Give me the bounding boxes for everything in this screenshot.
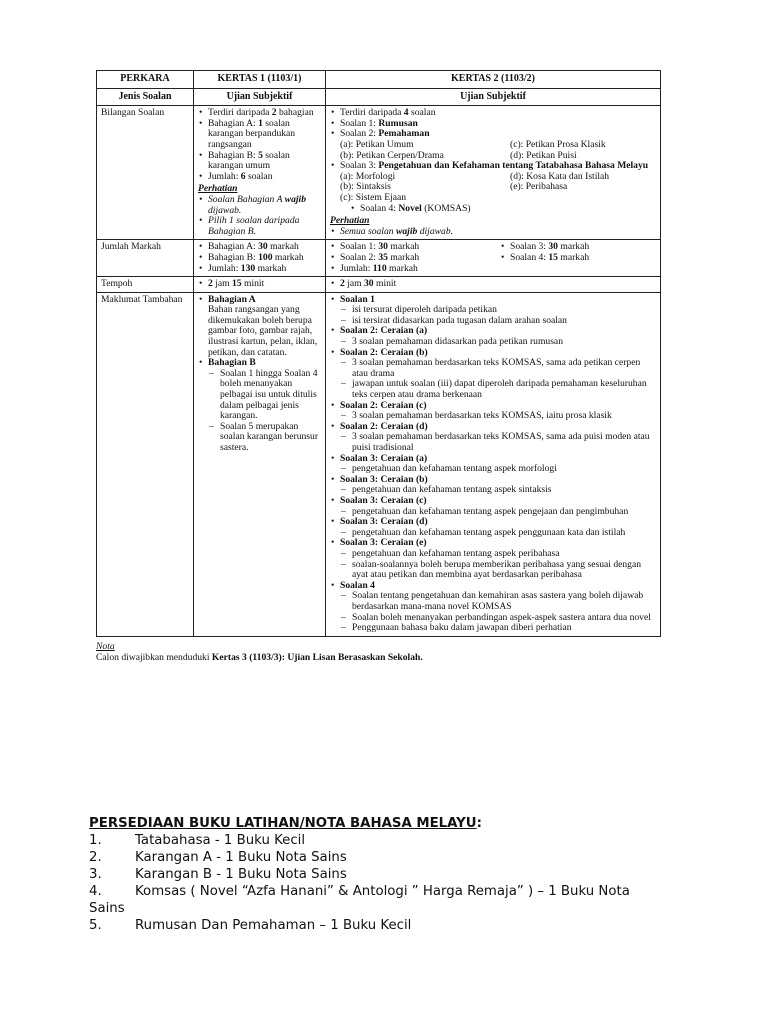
list-item: 2. Karangan A - 1 Buku Nota Sains <box>89 850 347 865</box>
list-item: – pengetahuan dan kefahaman tentang aspek penggunaan kata dan istilah <box>352 528 656 539</box>
list-item: • Soalan 3: Ceraian (a) – pengetahuan dan kefahaman tentang aspek morfologi <box>340 454 656 475</box>
section-heading: PERSEDIAAN BUKU LATIHAN/NOTA BAHASA MELAYU: <box>89 816 482 831</box>
list-item: • Bahagian A: 30 markah <box>208 242 321 253</box>
list-item: • Soalan 3: Pengetahuan dan Kefahaman tentang Tatabahasa Bahasa Melayu (a): Morfologi (d): Kosa Kata dan Istilah (b): Sintaksis (e): Peribahasa (c): Sistem Ejaan • Soalan 4: Novel (KOMSAS) <box>340 161 656 214</box>
list-item: 3. Karangan B - 1 Buku Nota Sains <box>89 867 347 882</box>
nota-label: Nota <box>96 640 115 652</box>
list-item: • Bahagian A: 1 soalan karangan berpandukan rangsangan <box>208 119 321 151</box>
table-header-row <box>97 71 661 89</box>
row-tempoh <box>97 277 661 293</box>
list-item: • Jumlah: 6 soalan <box>208 172 321 183</box>
list-item: – soalan-soalannya boleh berupa memberikan peribahasa yang sesuai dengan ayat atau petikan dan membina ayat berdasarkan peribahasa <box>352 560 656 581</box>
list-item: – pengetahuan dan kefahaman tentang aspek morfologi <box>352 464 656 475</box>
list-item: • Soalan 4: Novel (KOMSAS) <box>360 204 656 215</box>
k1-markah-cell <box>194 240 326 277</box>
list-item: • Soalan 2: 35 markah <box>340 253 500 264</box>
row-bilangan-soalan <box>97 106 661 240</box>
k2-maklumat-cell <box>326 292 661 636</box>
list-item: – jawapan untuk soalan (iii) dapat diperoleh daripada pemahaman keseluruhan teks cerpen atau drama berkenaan <box>352 379 656 400</box>
label-maklumat-tambahan: Maklumat Tambahan <box>97 292 194 636</box>
list-item-continuation: Sains <box>89 901 125 916</box>
row-maklumat-tambahan <box>97 292 661 636</box>
list-item: • Jumlah: 110 markah <box>340 264 500 275</box>
nota-text: Calon diwajibkan menduduki Kertas 3 (1103/3): Ujian Lisan Berasaskan Sekolah. <box>96 651 423 663</box>
list-item: – pengetahuan dan kefahaman tentang aspek peribahasa <box>352 549 656 560</box>
list-item: • Soalan 1: Rumusan <box>340 119 656 130</box>
label-bilangan-soalan: Bilangan Soalan <box>97 106 194 240</box>
label-jumlah-markah: Jumlah Markah <box>97 240 194 277</box>
list-item: – Soalan 5 merupakan soalan karangan berunsur sastera. <box>220 422 321 454</box>
list-item: • Soalan 4: 15 markah <box>510 253 656 264</box>
list-item: • Bahagian A Bahan rangsangan yang dikemukakan boleh berupa gambar foto, gambar rajah, ilustrasi kartun, pelan, iklan, petikan, dan catatan. <box>208 295 321 359</box>
list-item: – pengetahuan dan kefahaman tentang aspek pengejaan dan pengimbuhan <box>352 507 656 518</box>
list-item: • Terdiri daripada 2 bahagian <box>208 108 321 119</box>
k2-tempoh-cell <box>326 277 661 293</box>
subheader-kertas-1-type: Ujian Subjektif <box>194 88 326 106</box>
header-kertas-2: KERTAS 2 (1103/2) <box>326 71 661 89</box>
list-item: • Soalan 2: Pemahaman (a): Petikan Umum (c): Petikan Prosa Klasik (b): Petikan Cerpen/Drama (d): Petikan Puisi <box>340 129 656 161</box>
list-item: • Terdiri daripada 4 soalan <box>340 108 656 119</box>
list-item: • Jumlah: 130 markah <box>208 264 321 275</box>
list-item: – isi tersurat diperoleh daripada petikan <box>352 305 656 316</box>
list-item: • Bahagian B – Soalan 1 hingga Soalan 4 boleh menanyakan pelbagai isu untuk ditulis dalam pelbagai jenis karangan. – Soalan 5 merupakan soalan karangan berunsur sastera. <box>208 358 321 453</box>
header-perkara: PERKARA <box>97 71 194 89</box>
list-item: • 2 jam 15 minit <box>208 279 321 290</box>
book-list <box>89 832 689 934</box>
list-item: – 3 soalan pemahaman didasarkan pada petikan rumusan <box>352 337 656 348</box>
list-item: 1. Tatabahasa - 1 Buku Kecil <box>89 833 306 848</box>
list-item: • Soalan 1: 30 markah <box>340 242 500 253</box>
exam-format-table <box>96 70 661 637</box>
list-item: – Soalan tentang pengetahuan dan kemahiran asas sastera yang boleh dijawab berdasarkan mana-mana novel KOMSAS <box>352 591 656 612</box>
list-item: • Soalan 3: Ceraian (b) – pengetahuan dan kefahaman tentang aspek sintaksis <box>340 475 656 496</box>
list-item: – pengetahuan dan kefahaman tentang aspek sintaksis <box>352 485 656 496</box>
table-subheader-row <box>97 88 661 106</box>
k2-markah-cell <box>326 240 661 277</box>
list-item: – Penggunaan bahasa baku dalam jawapan diberi perhatian <box>352 623 656 634</box>
list-item: • 2 jam 30 minit <box>340 279 656 290</box>
list-item: • Soalan 4 – Soalan tentang pengetahuan dan kemahiran asas sastera yang boleh dijawab berdasarkan mana-mana novel KOMSAS – Soalan boleh menanyakan perbandingan aspek-aspek sastera antara dua novel – Penggunaan bahasa baku dalam jawapan diberi perhatian <box>340 581 656 634</box>
list-item: • Bahagian B: 5 soalan karangan umum <box>208 151 321 172</box>
perhatian-heading: Perhatian <box>330 215 370 227</box>
nota-block <box>96 641 661 663</box>
header-kertas-1: KERTAS 1 (1103/1) <box>194 71 326 89</box>
subheader-kertas-2-type: Ujian Subjektif <box>326 88 661 106</box>
list-item: • Soalan 1 – isi tersurat diperoleh daripada petikan – isi tersirat didasarkan pada tugasan dalam arahan soalan <box>340 295 656 327</box>
list-item: • Soalan 3: 30 markah <box>510 242 656 253</box>
label-tempoh: Tempoh <box>97 277 194 293</box>
list-item: • Soalan 2: Ceraian (a) – 3 soalan pemahaman didasarkan pada petikan rumusan <box>340 326 656 347</box>
list-item: • Soalan 2: Ceraian (d) – 3 soalan pemahaman berdasarkan teks KOMSAS, sama ada puisi moden atau puisi tradisional <box>340 422 656 454</box>
k1-maklumat-cell <box>194 292 326 636</box>
k2-bilangan-cell <box>326 106 661 240</box>
list-item: – 3 soalan pemahaman berdasarkan teks KOMSAS, sama ada petikan cerpen atau drama <box>352 358 656 379</box>
perhatian-heading: Perhatian <box>198 183 238 195</box>
list-item: – Soalan 1 hingga Soalan 4 boleh menanyakan pelbagai isu untuk ditulis dalam pelbagai jenis karangan. <box>220 369 321 422</box>
list-item: • Soalan 3: Ceraian (e) – pengetahuan dan kefahaman tentang aspek peribahasa – soalan-soalannya boleh berupa memberikan peribahasa yang sesuai dengan ayat atau petikan dan membina ayat berdasarkan peribahasa <box>340 538 656 580</box>
list-item: – Soalan boleh menanyakan perbandingan aspek-aspek sastera antara dua novel <box>352 613 656 624</box>
list-item: • Soalan 2: Ceraian (b) – 3 soalan pemahaman berdasarkan teks KOMSAS, sama ada petikan cerpen atau drama – jawapan untuk soalan (iii) dapat diperoleh daripada pemahaman keseluruhan teks cerpen atau drama berkenaan <box>340 348 656 401</box>
list-item: • Semua soalan wajib dijawab. <box>340 227 656 238</box>
k1-tempoh-cell <box>194 277 326 293</box>
k1-bilangan-cell <box>194 106 326 240</box>
list-item: – isi tersirat didasarkan pada tugasan dalam arahan soalan <box>352 316 656 327</box>
list-item: • Soalan 3: Ceraian (d) – pengetahuan dan kefahaman tentang aspek penggunaan kata dan istilah <box>340 517 656 538</box>
book-preparation-section <box>89 815 689 934</box>
list-item: 4. Komsas ( Novel “Azfa Hanani” & Antologi ” Harga Remaja” ) – 1 Buku Nota <box>89 884 630 899</box>
list-item: • Soalan 3: Ceraian (c) – pengetahuan dan kefahaman tentang aspek pengejaan dan pengimbuhan <box>340 496 656 517</box>
scanned-syllabus-table <box>96 70 661 663</box>
list-item: – 3 soalan pemahaman berdasarkan teks KOMSAS, iaitu prosa klasik <box>352 411 656 422</box>
subheader-jenis-soalan: Jenis Soalan <box>97 88 194 106</box>
row-jumlah-markah <box>97 240 661 277</box>
list-item: – 3 soalan pemahaman berdasarkan teks KOMSAS, sama ada puisi moden atau puisi tradisional <box>352 432 656 453</box>
list-item: • Bahagian B: 100 markah <box>208 253 321 264</box>
list-item: • Soalan 2: Ceraian (c) – 3 soalan pemahaman berdasarkan teks KOMSAS, iaitu prosa klasik <box>340 401 656 422</box>
list-item: • Pilih 1 soalan daripada Bahagian B. <box>208 216 321 237</box>
list-item: 5. Rumusan Dan Pemahaman – 1 Buku Kecil <box>89 918 412 933</box>
list-item: • Soalan Bahagian A wajib dijawab. <box>208 195 321 216</box>
